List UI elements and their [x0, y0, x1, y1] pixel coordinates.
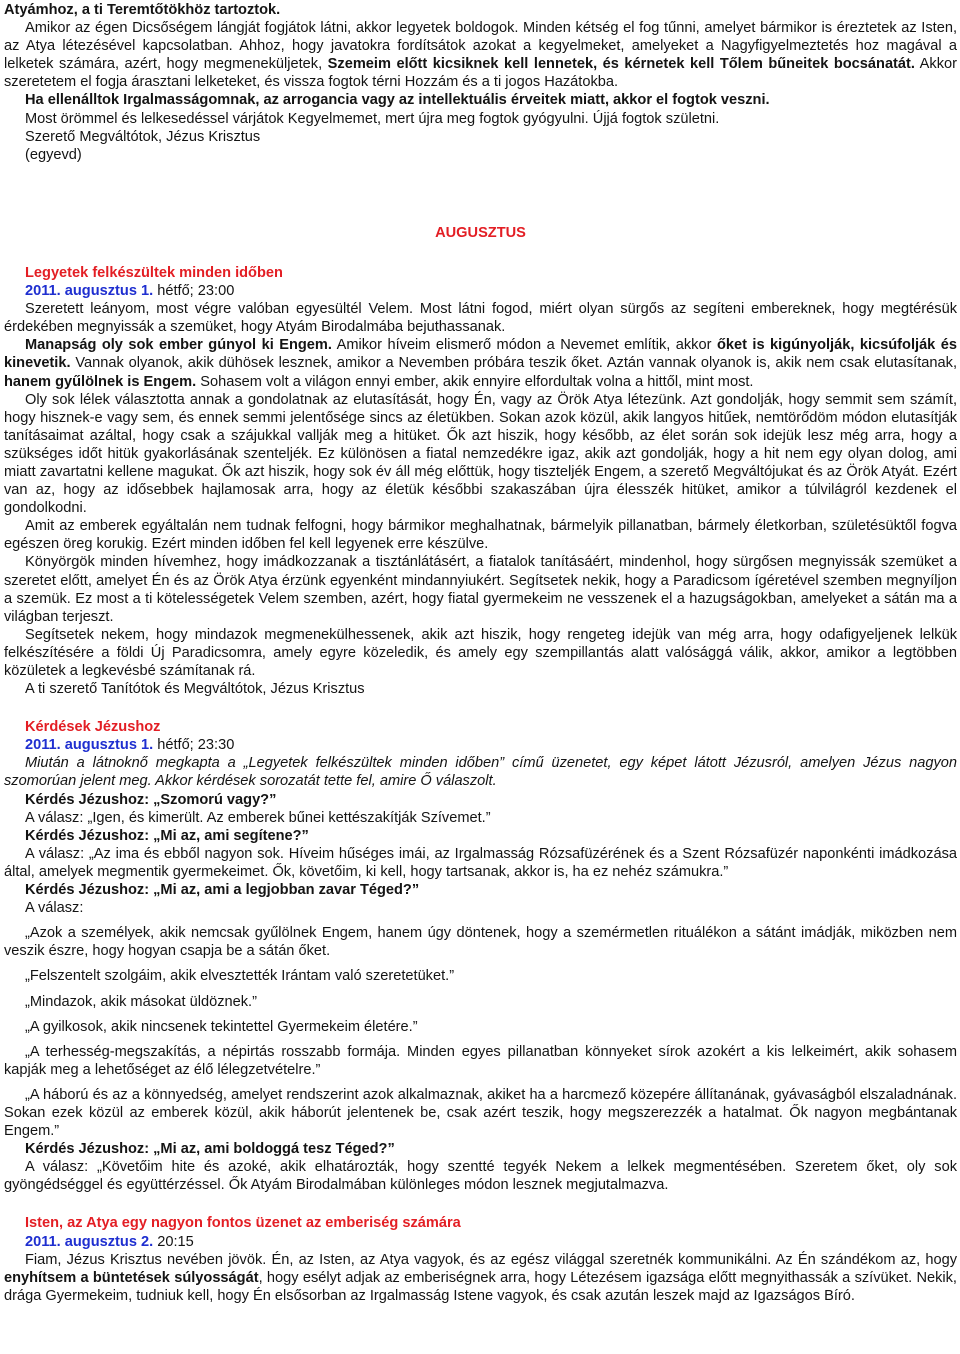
message-date	[4, 282, 957, 300]
lead-line: Atyámhoz, a ti Teremtőtökhöz tartoztok.	[4, 2, 281, 18]
date-label: 2011. augusztus 1.	[25, 737, 154, 754]
time-label: hétfő; 23:00	[153, 283, 235, 300]
answer-item: „Felszentelt szolgáim, akik elvesztették Irántam való szeretetüket.”	[25, 968, 455, 985]
answer-item: „Azok a személyek, akik nemcsak gyűlölnek Engem, hanem úgy döntenek, hogy a szemérmetlen rituálékon a sátánt imádják, miközben nem veszik észre, hogy hogyan csapja be a sátán őket.	[4, 925, 957, 960]
question: Kérdés Jézushoz: „Mi az, ami boldoggá tesz Téged?”	[25, 1141, 395, 1158]
answer: A válasz: „Követőim hite és azoké, akik elhatározták, hogy szentté tegyék Nekem a lelkek megmentésében. Szeretem őket, oly sok gyöngédséggel és együttérzéssel. Ők Atyám Birodalmában különleges módon lesznek megjutalmazva.	[4, 1159, 957, 1194]
message-title: Isten, az Atya egy nagyon fontos üzenet az emberiség számára	[25, 1215, 461, 1232]
emphasis-run: enyhítsem a büntetések súlyosságát	[4, 1269, 259, 1286]
text-run: Akkor szeretetem el fogja árasztani lelketeket, és vissza fogtok térni Hozzám és a ti jogos Hazátokba.	[4, 56, 957, 91]
date-label: 2011. augusztus 2.	[25, 1233, 154, 1250]
time-label: 20:15	[153, 1233, 194, 1250]
month-heading: AUGUSZTUS	[435, 224, 526, 241]
emphasis-run: őket is kigúnyolják, kicsúfolják és kinevetik.	[4, 337, 958, 372]
message-paragraph: Amit az emberek egyáltalán nem tudnak felfogni, hogy bármikor meghalhatnak, bármelyik pillanatban, bármely életkorban, születésüktől fogva egészen öreg korukig. Ezért minden időben fel kell legyenek erre készülve.	[4, 518, 957, 553]
message-intro: Miután a látnoknő megkapta a „Legyetek felkészültek minden időben” című üzenetet, egy képet látott Jézusról, amelyen Jézus nagyon szomorúan jelent meg. Akkor kérdések sorozatát tette fel, amire Ő válaszolt.	[4, 755, 957, 790]
lead-paragraph	[4, 19, 957, 91]
emphasis-run: Szemeim előtt kicsiknek kell lennetek, és kérnetek kell Tőlem bűneitek bocsánatát.	[327, 56, 915, 73]
text-run: Vannak olyanok, akik dühösek lesznek, amikor a Nevemben próbára teszik őket. Aztán vannak olyanok is, akik nem csak elutasítanak,	[70, 355, 957, 372]
time-label: hétfő; 23:30	[153, 737, 235, 754]
answer: A válasz: „Az ima és ebből nagyon sok. Híveim hűséges imái, az Irgalmasság Rózsafüzérének és a Szent Rózsafüzér naponkénti imádkozása által, amelyek megmentik gyermekeimet. Ők, követőim, ki kell, hogy tartsanak, akkor is, ha ez nehéz számukra.”	[4, 845, 957, 880]
lead-signature: Szerető Megváltótok, Jézus Krisztus	[25, 128, 261, 145]
message-date	[4, 736, 957, 754]
answer: A válasz:	[25, 900, 84, 917]
question: Kérdés Jézushoz: „Szomorú vagy?”	[25, 791, 277, 808]
emphasis-run: Manapság oly sok ember gúnyol ki Engem.	[25, 337, 332, 354]
lead-warning: Ha ellenálltok Irgalmasságomnak, az arrogancia vagy az intellektuális érveitek miatt, akkor el fogtok veszni.	[25, 92, 770, 109]
message-paragraph	[4, 336, 957, 390]
date-label: 2011. augusztus 1.	[25, 283, 154, 300]
message-title: Legyetek felkészültek minden időben	[25, 264, 283, 281]
question: Kérdés Jézushoz: „Mi az, ami a legjobban zavar Téged?”	[25, 882, 420, 899]
answer: A válasz: „Igen, és kimerült. Az emberek bűnei kettészakítják Szívemet.”	[25, 809, 491, 826]
text-run: Amikor az égen Dicsőségem lángját fogjátok látni, akkor legyetek boldogok. Minden kétség el fog tűnni, amelyet bármikor is éreztetek az Isten, az Atya létezésével kapcsolatban. Ahhoz, hogy javatokra fordítsátok azokat a kegyelmeket, amelyeket a Nagyfigyelmeztetés hoz magával a lelketek számára, azért, hogy megmeneküljetek,	[4, 20, 957, 73]
message-paragraph: Szeretett leányom, most végre valóban egyesültél Velem. Most látni fogod, miért olyan sürgős az segíteni embereknek, hogy megtérésük érdekében megnyissák a szemüket, hogy Atyám Birodalmába bejuthassanak.	[4, 301, 957, 336]
answer-item: „A terhesség-megszakítás, a népirtás rosszabb formája. Minden egyes pillanatban könnyeket sírok azokért a kis lelkeimért, akik sohasem kapják meg a lehetőséget az élő lélegzetvételre.”	[4, 1043, 957, 1078]
message-title: Kérdések Jézushoz	[25, 719, 161, 736]
document-page	[4, 1, 957, 1305]
emphasis-run: hanem gyűlölnek is Engem.	[4, 373, 197, 390]
lead-source: (egyevd)	[25, 146, 82, 163]
answer-item: „A háború és az a könnyedség, amelyet rendszerint azok alkalmaznak, akiket ha a harcmező közepére állítanának, gyávaságból elszaladnának. Sokan ezek közül az emberek közül, akik háborút jelentenek be, csak azért teszik, hogy megszerezzék a hatalmat. Ők nagyon megbántanak Engem.”	[4, 1086, 957, 1140]
message-date	[4, 1233, 957, 1251]
answer-item: „A gyilkosok, akik nincsenek tekintettel Gyermekeim életére.”	[25, 1018, 418, 1035]
text-run: Fiam, Jézus Krisztus nevében jövök. Én, az Isten, az Atya vagyok, és az egész világgal szeretnék kommunikálni. Az Én szándékom az, hogy	[25, 1251, 957, 1268]
text-run: Amikor híveim elismerő módon a Nevemet említik, akkor	[331, 337, 717, 354]
question: Kérdés Jézushoz: „Mi az, ami segítene?”	[25, 827, 309, 844]
message-signature: A ti szerető Tanítótok és Megváltótok, Jézus Krisztus	[25, 681, 365, 698]
message-paragraph: Oly sok lélek választotta annak a gondolatnak az elutasítását, hogy Én, vagy az Örök Atya létezünk. Azt gondolják, hogy semmit sem számít, hogy hisznek-e vagy sem, és ennek semmi jelentősége sincs az életükben. Sokan azok közül, akik langyos hitűek, nemtörődöm módon elutasítják tanításaimat azáltal, hogy csak a szájukkal vallják meg a hitüket. Ők azt hiszik, hogy később, az élet során sok idejük lesz még arra, hogy a szükséges időt hitük gyakorlásának szenteljék. Ez különösen a fiatal nemzedékre igaz, akik azt gondolják, hogy a hit nem egy olyan dolog, ami miatt zavartatni kellene magukat. Ők azt hiszik, hogy sok év áll még előttük, hogy tiszteljék Engem, a szerető Megváltójukat és az Örök Atyát. Ezért van az, hogy az idősebbek hajlamosak arra, hogy az életük későbbi szakaszában újra élesszék hitüket, amikor a túlvilágról kezdenek el gondolkodni.	[4, 391, 957, 517]
lead-line: Most örömmel és lelkesedéssel várjátok Kegyelmemet, mert újra meg fogtok gyógyulni. Újjá fogtok születni.	[25, 110, 720, 127]
message-paragraph: Könyörgök minden hívemhez, hogy imádkozzanak a tisztánlátásért, a fiatalok tanításáért, mindenhol, hogy sürgősen megnyissák szemüket a szeretet előtt, amelyet Én és az Örök Atya érzünk egyenként mindannyiukért. Segítsetek nekik, hogy a Paradicsom ígéretével szemben megnyíljon a szemük. Ez most a ti kötelességetek Velem szemben, azért, hogy fiatal gyermekeim ne vesszenek el a hazugságokban, amelyeket a sátán ma a világban terjeszt.	[4, 554, 957, 625]
message-paragraph	[4, 1251, 957, 1305]
text-run: Sohasem volt a világon ennyi ember, akik ennyire elfordultak volna a hittől, mint most.	[196, 373, 754, 390]
answer-item: „Mindazok, akik másokat üldöznek.”	[25, 993, 257, 1010]
message-paragraph: Segítsetek nekem, hogy mindazok megmenekülhessenek, akik azt hiszik, hogy rengeteg idejük van még arra, hogy odafigyeljenek lelkük felkészítésére a földi Új Paradicsomra, amely egyre közeledik, és amely egy szempillantás alatt valósággá válik, akkor, amikor a legtöbben közületek a legkevésbé számítanak rá.	[4, 626, 957, 679]
text-run: , hogy esélyt adjak az emberiségnek arra, hogy Létezésem igazsága előtt megnyithassák a szívüket. Nekik, drága Gyermekeim, tudniuk kell, hogy Én elsősorban az Irgalmasság Istene vagyok, és csak azután leszek majd az Igazságos Bíró.	[4, 1269, 957, 1304]
